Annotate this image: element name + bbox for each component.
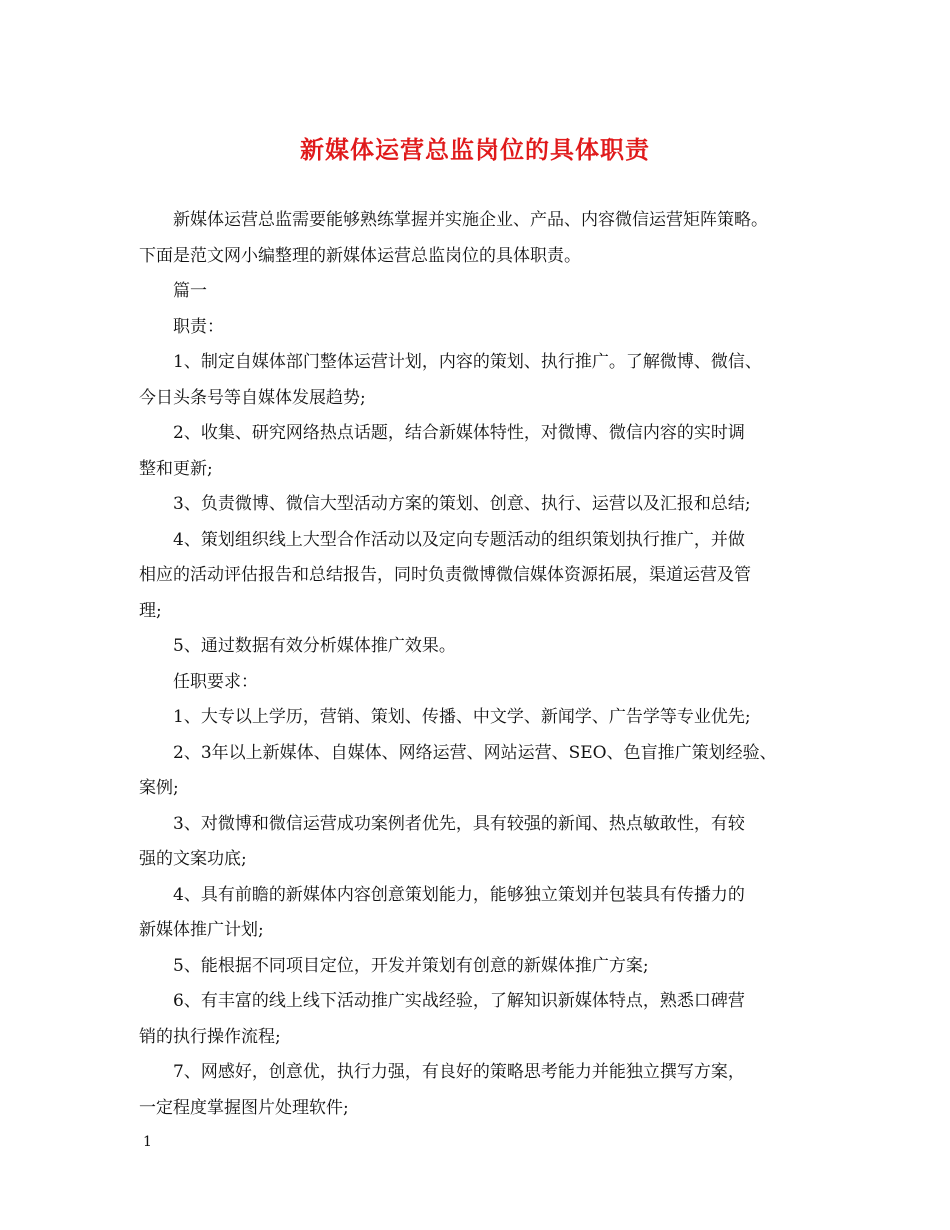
text-line: 理; [139, 600, 162, 621]
page-number: 1 [143, 1134, 152, 1150]
text-line: 7、网感好，创意优，执行力强，有良好的策略思考能力并能独立撰写方案， [173, 1062, 745, 1082]
text-line: 4、策划组织线上大型合作活动以及定向专题活动的组织策划执行推广，并做 [173, 529, 745, 550]
text-line: 2、收集、研究网络热点话题，结合新媒体特性，对微博、微信内容的实时调 [173, 423, 745, 443]
text-line: 新媒体推广计划; [139, 920, 264, 940]
text-line: 篇一 [173, 281, 207, 301]
text-line: 4、具有前瞻的新媒体内容创意策划能力，能够独立策划并包装具有传播力的 [173, 884, 745, 905]
text-line: 销的执行操作流程; [139, 1026, 281, 1047]
text-line: 强的文案功底; [139, 849, 247, 869]
text-line: 相应的活动评估报告和总结报告，同时负责微博微信媒体资源拓展，渠道运营及管 [139, 565, 751, 585]
text-line: 整和更新; [139, 458, 213, 479]
text-line: 案例; [139, 778, 179, 798]
text-line: 2、3年以上新媒体、自媒体、网络运营、网站运营、SEO、色盲推广策划经验、 [173, 742, 777, 763]
text-line: 3、负责微博、微信大型活动方案的策划、创意、执行、运营以及汇报和总结; [173, 494, 751, 514]
text-line: 职责： [173, 316, 224, 337]
text-line: 1、制定自媒体部门整体运营计划，内容的策划、执行推广。了解微博、微信、 [173, 352, 762, 372]
text-line: 今日头条号等自媒体发展趋势; [139, 387, 366, 408]
text-line: 5、能根据不同项目定位，开发并策划有创意的新媒体推广方案; [173, 955, 649, 976]
text-line: 5、通过数据有效分析媒体推广效果。 [173, 636, 456, 656]
text-line: 一定程度掌握图片处理软件; [139, 1097, 349, 1118]
text-line: 1、大专以上学历，营销、策划、传播、中文学、新闻学、广告学等专业优先; [173, 707, 751, 727]
text-line: 任职要求： [173, 671, 258, 692]
text-line: 下面是范文网小编整理的新媒体运营总监岗位的具体职责。 [139, 245, 581, 266]
document-body [139, 203, 839, 1126]
text-line: 3、对微博和微信运营成功案例者优先，具有较强的新闻、热点敏敢性，有较 [173, 813, 745, 834]
text-line: 6、有丰富的线上线下活动推广实战经验，了解知识新媒体特点，熟悉口碑营 [173, 991, 745, 1011]
page-title: 新媒体运营总监岗位的具体职责 [300, 135, 650, 164]
text-line: 新媒体运营总监需要能够熟练掌握并实施企业、产品、内容微信运营矩阵策略。 [173, 210, 768, 230]
